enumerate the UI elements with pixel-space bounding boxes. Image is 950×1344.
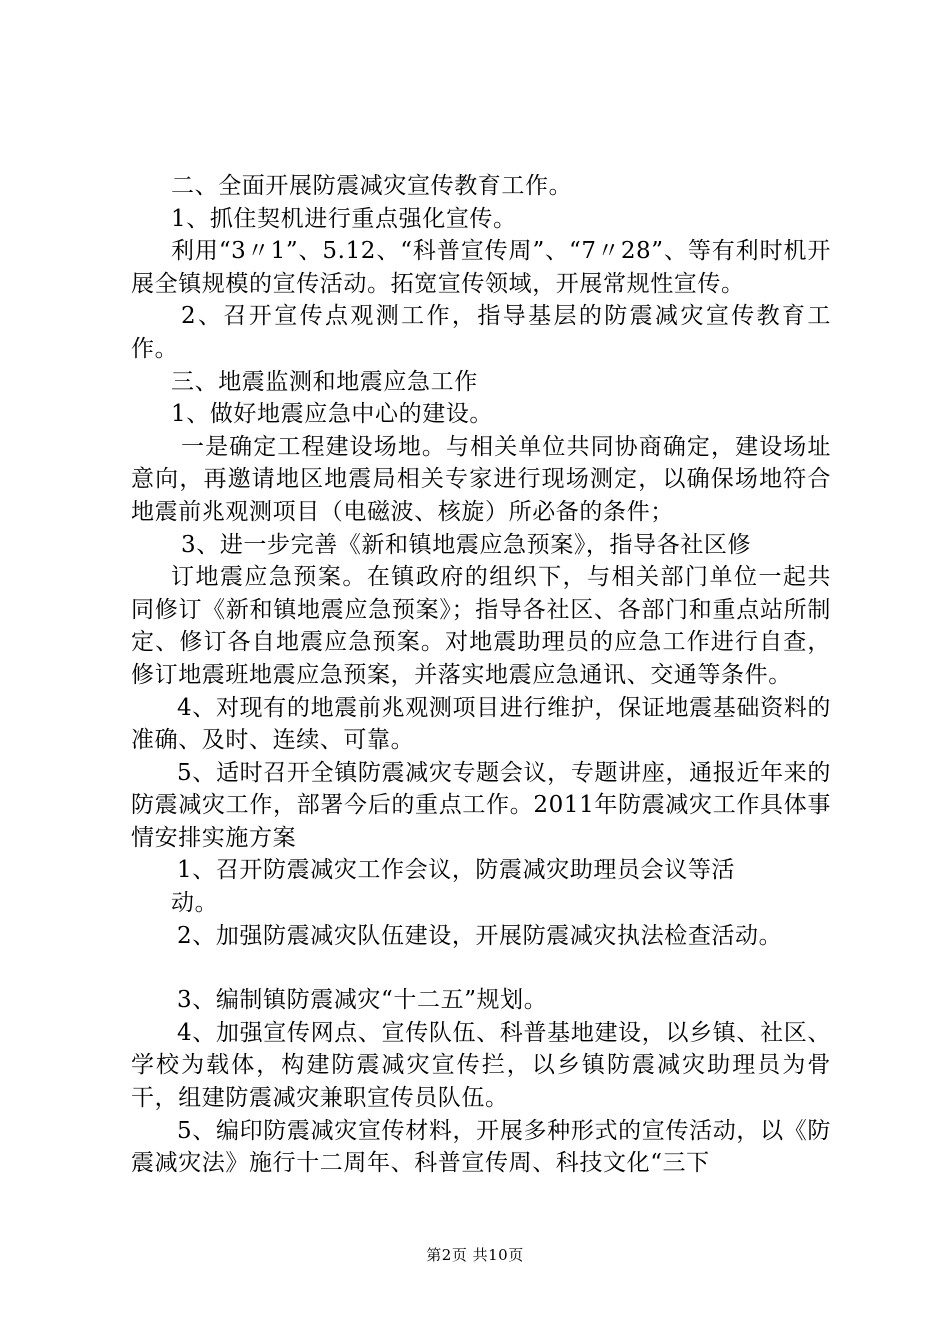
paragraph: 5、适时召开全镇防震减灾专题会议，专题讲座，通报近年来的防震减灾工作，部署今后的重点工作。2011年防震减灾工作具体事情安排实施方案 [131,759,831,851]
paragraph: 5、编印防震减灾宣传材料，开展多种形式的宣传活动，以《防震减灾法》施行十二周年、科普宣传周、科技文化“三下 [131,1117,831,1177]
section-heading-publicity: 二、全面开展防震减灾宣传教育工作。 [171,173,573,199]
paragraph: 利用“3〃1”、5.12、“科普宣传周”、“7〃28”、等有利时机开展全镇规模的宣传活动。拓宽宣传领域，开展常规性宣传。 [131,238,831,297]
paragraph: 4、对现有的地震前兆观测项目进行维护，保证地震基础资料的准确、及时、连续、可靠。 [131,694,831,754]
paragraph-spacer [131,952,831,984]
section-heading-monitoring: 三、地震监测和地震应急工作 [171,368,478,395]
paragraph: 1、召开防震减灾工作会议，防震减灾助理员会议等活 [177,857,736,884]
paragraph: 3、编制镇防震减灾“十二五”规划。 [177,987,548,1014]
paragraph: 一是确定工程建设场地。与相关单位共同协商确定，建设场址意向，再邀请地区地震局相关专家进行现场测定，以确保场地符合地震前兆观测项目（电磁波、核旋）所必备的条件； [131,433,831,525]
paragraph: 1、抓住契机进行重点强化宣传。 [171,205,517,232]
paragraph: 订地震应急预案。在镇政府的组织下，与相关部门单位一起共同修订《新和镇地震应急预案》；指导各社区、各部门和重点站所制定、修订各自地震应急预案。对地震助理员的应急工作进行自查，修订地震班地震应急预案，并落实地震应急通讯、交通等条件。 [131,564,831,688]
paragraph: 2、召开宣传点观测工作，指导基层的防震减灾宣传教育工作。 [131,303,831,362]
page-footer: 第2页 共10页 [426,1246,524,1264]
paragraph: 1、做好地震应急中心的建设。 [171,401,494,428]
paragraph: 4、加强宣传网点、宣传队伍、科普基地建设，以乡镇、社区、学校为载体，构建防震减灾宣传拦，以乡镇防震减灾助理员为骨干，组建防震减灾兼职宣传员队伍。 [131,1019,831,1112]
document-body [131,170,831,1180]
paragraph: 2、加强防震减灾队伍建设，开展防震减灾执法检查活动。 [177,922,783,949]
paragraph: 动。 [171,890,219,917]
paragraph: 3、进一步完善《新和镇地震应急预案》，指导各社区修 [181,531,752,558]
